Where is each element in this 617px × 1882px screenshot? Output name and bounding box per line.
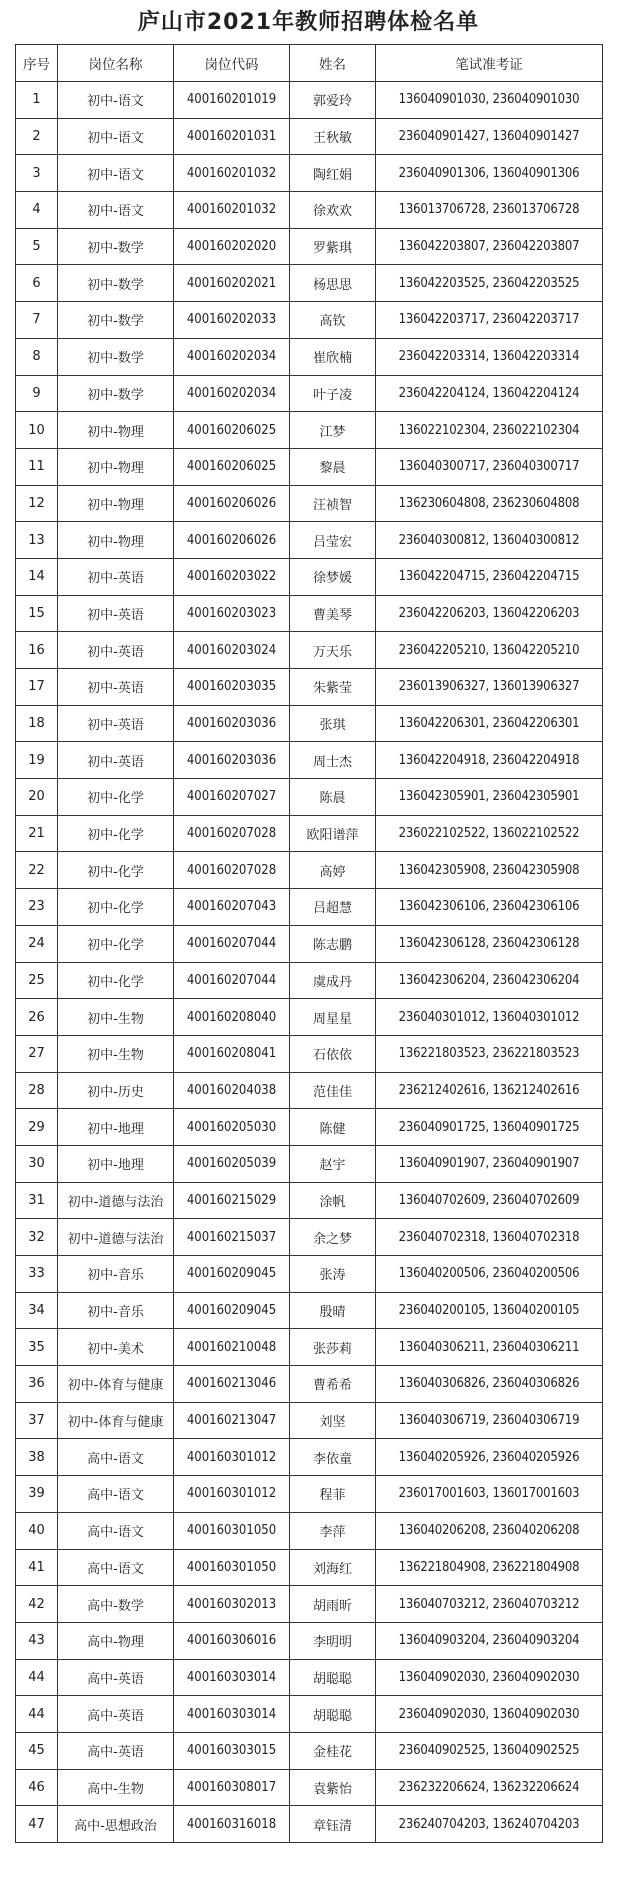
cell-exam-ticket: 136040901907, 236040901907 [376,1145,603,1182]
cell-position-name: 初中-英语 [58,558,174,595]
cell-name: 虞成丹 [290,962,376,999]
table-row [16,1806,603,1843]
cell-name: 罗紫琪 [290,228,376,265]
cell-exam-ticket: 136042306204, 236042306204 [376,962,603,999]
cell-exam-ticket: 236040300812, 136040300812 [376,522,603,559]
cell-exam-ticket: 136042206301, 236042206301 [376,705,603,742]
cell-index: 32 [16,1219,58,1256]
table-row [16,1696,603,1733]
cell-name: 徐梦媛 [290,558,376,595]
cell-exam-ticket: 236232206624, 136232206624 [376,1769,603,1806]
cell-position-name: 高中-思想政治 [58,1806,174,1843]
cell-position-name: 高中-语文 [58,1476,174,1513]
cell-index: 23 [16,889,58,926]
cell-name: 周星星 [290,999,376,1036]
table-row [16,1035,603,1072]
cell-position-code: 400160206026 [174,485,290,522]
cell-exam-ticket: 236040901306, 136040901306 [376,155,603,192]
cell-exam-ticket: 136040306826, 236040306826 [376,1366,603,1403]
cell-position-code: 400160209045 [174,1256,290,1293]
cell-position-name: 高中-语文 [58,1549,174,1586]
cell-position-code: 400160202020 [174,228,290,265]
cell-position-code: 400160303015 [174,1732,290,1769]
cell-position-code: 400160204038 [174,1072,290,1109]
page-title: 庐山市2021年教师招聘体检名单 [137,10,480,35]
table-row [16,1586,603,1623]
candidate-table [15,44,603,1843]
cell-exam-ticket: 136042305908, 236042305908 [376,852,603,889]
table-row [16,1182,603,1219]
table-row [16,1402,603,1439]
table-row [16,742,603,779]
cell-position-code: 400160308017 [174,1769,290,1806]
table-row [16,375,603,412]
cell-position-code: 400160210048 [174,1329,290,1366]
cell-exam-ticket: 136042203525, 236042203525 [376,265,603,302]
cell-name: 高婷 [290,852,376,889]
table-row [16,412,603,449]
cell-index: 41 [16,1549,58,1586]
cell-exam-ticket: 136042203717, 236042203717 [376,302,603,339]
cell-name: 金桂花 [290,1732,376,1769]
cell-position-code: 400160206025 [174,412,290,449]
cell-position-code: 400160301050 [174,1512,290,1549]
cell-index: 31 [16,1182,58,1219]
cell-position-name: 高中-物理 [58,1622,174,1659]
cell-position-code: 400160303014 [174,1659,290,1696]
cell-position-code: 400160203036 [174,705,290,742]
cell-position-name: 高中-语文 [58,1439,174,1476]
table-row [16,925,603,962]
table-row [16,595,603,632]
cell-exam-ticket: 136042305901, 236042305901 [376,779,603,816]
cell-index: 34 [16,1292,58,1329]
cell-index: 30 [16,1145,58,1182]
cell-name: 涂帆 [290,1182,376,1219]
cell-exam-ticket: 236042206203, 136042206203 [376,595,603,632]
cell-position-name: 初中-地理 [58,1145,174,1182]
cell-position-name: 初中-数学 [58,338,174,375]
cell-name: 欧阳谱萍 [290,815,376,852]
table-row [16,1659,603,1696]
cell-index: 43 [16,1622,58,1659]
table-row [16,1072,603,1109]
cell-position-name: 初中-化学 [58,962,174,999]
cell-index: 44 [16,1659,58,1696]
cell-name: 汪祯智 [290,485,376,522]
cell-index: 46 [16,1769,58,1806]
cell-exam-ticket: 236240704203, 136240704203 [376,1806,603,1843]
cell-position-code: 400160302013 [174,1586,290,1623]
table-row [16,338,603,375]
cell-position-code: 400160208040 [174,999,290,1036]
cell-position-name: 初中-语文 [58,155,174,192]
cell-name: 李萍 [290,1512,376,1549]
cell-name: 叶子凌 [290,375,376,412]
cell-exam-ticket: 136013706728, 236013706728 [376,192,603,229]
header-position-name: 岗位名称 [58,45,174,82]
cell-position-name: 初中-数学 [58,265,174,302]
cell-exam-ticket: 136040702609, 236040702609 [376,1182,603,1219]
cell-exam-ticket: 136040200506, 236040200506 [376,1256,603,1293]
cell-position-code: 400160207044 [174,962,290,999]
cell-index: 33 [16,1256,58,1293]
cell-name: 江梦 [290,412,376,449]
cell-exam-ticket: 136042306128, 236042306128 [376,925,603,962]
cell-position-name: 初中-化学 [58,925,174,962]
table-row [16,485,603,522]
table-row [16,1219,603,1256]
cell-position-name: 初中-体育与健康 [58,1366,174,1403]
cell-name: 殷晴 [290,1292,376,1329]
cell-index: 42 [16,1586,58,1623]
cell-exam-ticket: 236042203314, 136042203314 [376,338,603,375]
table-row [16,815,603,852]
cell-position-code: 400160207028 [174,815,290,852]
cell-exam-ticket: 236013906327, 136013906327 [376,669,603,706]
cell-position-name: 初中-化学 [58,779,174,816]
cell-index: 28 [16,1072,58,1109]
cell-exam-ticket: 236042205210, 136042205210 [376,632,603,669]
cell-position-name: 高中-英语 [58,1696,174,1733]
cell-position-code: 400160202021 [174,265,290,302]
cell-index: 24 [16,925,58,962]
cell-position-name: 初中-英语 [58,742,174,779]
cell-index: 5 [16,228,58,265]
cell-name: 陈志鹏 [290,925,376,962]
cell-index: 27 [16,1035,58,1072]
cell-position-code: 400160209045 [174,1292,290,1329]
cell-name: 万天乐 [290,632,376,669]
header-name: 姓名 [290,45,376,82]
header-position-code: 岗位代码 [174,45,290,82]
cell-position-code: 400160301012 [174,1439,290,1476]
cell-position-name: 初中-化学 [58,852,174,889]
table-row [16,889,603,926]
table-row [16,265,603,302]
cell-name: 刘海红 [290,1549,376,1586]
cell-exam-ticket: 136040903204, 236040903204 [376,1622,603,1659]
table-row [16,448,603,485]
table-row [16,1732,603,1769]
cell-exam-ticket: 136040300717, 236040300717 [376,448,603,485]
table-row [16,669,603,706]
cell-name: 余之梦 [290,1219,376,1256]
cell-exam-ticket: 136040703212, 236040703212 [376,1586,603,1623]
cell-position-name: 初中-英语 [58,669,174,706]
table-row [16,228,603,265]
cell-exam-ticket: 236040901725, 136040901725 [376,1109,603,1146]
cell-position-code: 400160203022 [174,558,290,595]
cell-position-name: 初中-道德与法治 [58,1182,174,1219]
cell-exam-ticket: 236212402616, 136212402616 [376,1072,603,1109]
cell-position-code: 400160215037 [174,1219,290,1256]
cell-name: 曹希希 [290,1366,376,1403]
cell-position-code: 400160213047 [174,1402,290,1439]
cell-position-code: 400160303014 [174,1696,290,1733]
cell-position-name: 初中-化学 [58,815,174,852]
cell-position-name: 初中-物理 [58,448,174,485]
cell-index: 38 [16,1439,58,1476]
cell-position-code: 400160203036 [174,742,290,779]
cell-name: 黎晨 [290,448,376,485]
cell-position-name: 初中-物理 [58,485,174,522]
table-row [16,1256,603,1293]
table-row [16,302,603,339]
cell-position-code: 400160203024 [174,632,290,669]
cell-index: 3 [16,155,58,192]
cell-position-code: 400160207044 [174,925,290,962]
cell-position-name: 初中-音乐 [58,1256,174,1293]
cell-position-name: 初中-数学 [58,228,174,265]
cell-position-name: 初中-生物 [58,1035,174,1072]
header-index: 序号 [16,45,58,82]
cell-exam-ticket: 236017001603, 136017001603 [376,1476,603,1513]
cell-exam-ticket: 236040901427, 136040901427 [376,118,603,155]
cell-position-code: 400160208041 [174,1035,290,1072]
cell-position-name: 高中-英语 [58,1732,174,1769]
cell-name: 章钰清 [290,1806,376,1843]
cell-exam-ticket: 136040902030, 236040902030 [376,1659,603,1696]
cell-position-code: 400160206025 [174,448,290,485]
cell-name: 吕莹宏 [290,522,376,559]
table-row [16,1476,603,1513]
table-row [16,632,603,669]
cell-index: 39 [16,1476,58,1513]
cell-exam-ticket: 136221804908, 236221804908 [376,1549,603,1586]
cell-position-code: 400160202033 [174,302,290,339]
cell-name: 朱紫莹 [290,669,376,706]
cell-name: 陶红娟 [290,155,376,192]
header-exam-ticket: 笔试准考证 [376,45,603,82]
cell-position-code: 400160201031 [174,118,290,155]
cell-exam-ticket: 236040301012, 136040301012 [376,999,603,1036]
table-row [16,155,603,192]
cell-exam-ticket: 136221803523, 236221803523 [376,1035,603,1072]
cell-position-code: 400160201032 [174,155,290,192]
table-row [16,1292,603,1329]
cell-exam-ticket: 136040205926, 236040205926 [376,1439,603,1476]
cell-exam-ticket: 136040306211, 236040306211 [376,1329,603,1366]
cell-index: 44 [16,1696,58,1733]
cell-name: 石依依 [290,1035,376,1072]
cell-index: 45 [16,1732,58,1769]
cell-index: 19 [16,742,58,779]
cell-position-code: 400160205039 [174,1145,290,1182]
cell-exam-ticket: 136042306106, 236042306106 [376,889,603,926]
cell-position-code: 400160203035 [174,669,290,706]
cell-index: 26 [16,999,58,1036]
table-row [16,962,603,999]
table-row [16,1549,603,1586]
cell-index: 17 [16,669,58,706]
cell-position-code: 400160213046 [174,1366,290,1403]
cell-exam-ticket: 136042204715, 236042204715 [376,558,603,595]
cell-name: 胡聪聪 [290,1659,376,1696]
cell-position-code: 400160316018 [174,1806,290,1843]
cell-position-code: 400160207028 [174,852,290,889]
cell-exam-ticket: 136040306719, 236040306719 [376,1402,603,1439]
cell-exam-ticket: 136230604808, 236230604808 [376,485,603,522]
cell-exam-ticket: 236042204124, 136042204124 [376,375,603,412]
table-row [16,1145,603,1182]
cell-exam-ticket: 136022102304, 236022102304 [376,412,603,449]
table-row [16,779,603,816]
table-row [16,82,603,119]
cell-name: 王秋敏 [290,118,376,155]
cell-position-name: 初中-物理 [58,412,174,449]
cell-index: 18 [16,705,58,742]
cell-name: 郭爱玲 [290,82,376,119]
cell-name: 张涛 [290,1256,376,1293]
cell-position-code: 400160301012 [174,1476,290,1513]
cell-position-name: 初中-英语 [58,595,174,632]
table-row [16,1769,603,1806]
cell-position-code: 400160201032 [174,192,290,229]
cell-position-name: 初中-英语 [58,632,174,669]
cell-name: 程菲 [290,1476,376,1513]
cell-index: 37 [16,1402,58,1439]
cell-position-name: 初中-英语 [58,705,174,742]
table-row [16,192,603,229]
cell-index: 20 [16,779,58,816]
table-row [16,999,603,1036]
cell-position-name: 初中-音乐 [58,1292,174,1329]
cell-position-code: 400160202034 [174,375,290,412]
cell-position-code: 400160201019 [174,82,290,119]
cell-position-code: 400160306016 [174,1622,290,1659]
cell-position-name: 高中-英语 [58,1659,174,1696]
cell-position-code: 400160215029 [174,1182,290,1219]
cell-position-name: 初中-数学 [58,302,174,339]
cell-position-code: 400160207027 [174,779,290,816]
cell-position-code: 400160202034 [174,338,290,375]
cell-name: 范佳佳 [290,1072,376,1109]
cell-exam-ticket: 236040200105, 136040200105 [376,1292,603,1329]
cell-name: 曹美琴 [290,595,376,632]
cell-name: 徐欢欢 [290,192,376,229]
cell-position-name: 初中-化学 [58,889,174,926]
cell-position-name: 初中-数学 [58,375,174,412]
cell-index: 4 [16,192,58,229]
cell-index: 35 [16,1329,58,1366]
cell-index: 14 [16,558,58,595]
cell-index: 47 [16,1806,58,1843]
cell-index: 8 [16,338,58,375]
cell-name: 陈健 [290,1109,376,1146]
cell-index: 10 [16,412,58,449]
cell-name: 崔欣楠 [290,338,376,375]
cell-name: 张莎莉 [290,1329,376,1366]
cell-position-name: 初中-语文 [58,192,174,229]
table-row [16,1329,603,1366]
cell-position-name: 高中-语文 [58,1512,174,1549]
table-row [16,1439,603,1476]
cell-index: 7 [16,302,58,339]
cell-index: 25 [16,962,58,999]
cell-index: 1 [16,82,58,119]
table-row [16,1512,603,1549]
cell-name: 陈晨 [290,779,376,816]
cell-position-name: 高中-数学 [58,1586,174,1623]
cell-name: 周士杰 [290,742,376,779]
cell-index: 2 [16,118,58,155]
cell-exam-ticket: 236040902525, 136040902525 [376,1732,603,1769]
cell-exam-ticket: 136040901030, 236040901030 [376,82,603,119]
cell-index: 12 [16,485,58,522]
table-row [16,705,603,742]
cell-exam-ticket: 136040206208, 236040206208 [376,1512,603,1549]
cell-index: 36 [16,1366,58,1403]
cell-exam-ticket: 136042204918, 236042204918 [376,742,603,779]
cell-index: 40 [16,1512,58,1549]
table-row [16,522,603,559]
cell-position-code: 400160206026 [174,522,290,559]
cell-exam-ticket: 136042203807, 236042203807 [376,228,603,265]
cell-name: 袁紫怡 [290,1769,376,1806]
cell-name: 高钦 [290,302,376,339]
cell-position-name: 初中-道德与法治 [58,1219,174,1256]
cell-name: 张琪 [290,705,376,742]
cell-name: 吕超慧 [290,889,376,926]
cell-index: 11 [16,448,58,485]
cell-index: 21 [16,815,58,852]
cell-exam-ticket: 236022102522, 136022102522 [376,815,603,852]
cell-name: 胡聪聪 [290,1696,376,1733]
cell-position-code: 400160203023 [174,595,290,632]
table-row [16,1366,603,1403]
cell-position-name: 初中-生物 [58,999,174,1036]
cell-index: 16 [16,632,58,669]
table-row [16,118,603,155]
cell-name: 刘坚 [290,1402,376,1439]
table-row [16,1109,603,1146]
table-row [16,852,603,889]
table-row [16,558,603,595]
cell-index: 6 [16,265,58,302]
cell-position-name: 初中-体育与健康 [58,1402,174,1439]
cell-name: 赵宇 [290,1145,376,1182]
cell-exam-ticket: 236040902030, 136040902030 [376,1696,603,1733]
cell-position-code: 400160207043 [174,889,290,926]
cell-position-code: 400160205030 [174,1109,290,1146]
cell-index: 13 [16,522,58,559]
cell-position-name: 初中-物理 [58,522,174,559]
table-row [16,1622,603,1659]
cell-index: 9 [16,375,58,412]
cell-exam-ticket: 236040702318, 136040702318 [376,1219,603,1256]
cell-name: 李依童 [290,1439,376,1476]
cell-name: 胡雨昕 [290,1586,376,1623]
cell-position-name: 初中-美术 [58,1329,174,1366]
cell-index: 29 [16,1109,58,1146]
cell-position-name: 初中-历史 [58,1072,174,1109]
cell-index: 15 [16,595,58,632]
cell-position-name: 初中-语文 [58,118,174,155]
cell-index: 22 [16,852,58,889]
cell-position-name: 高中-生物 [58,1769,174,1806]
table-header-row [16,45,603,82]
cell-position-code: 400160301050 [174,1549,290,1586]
cell-name: 李明明 [290,1622,376,1659]
cell-position-name: 初中-语文 [58,82,174,119]
cell-name: 杨思思 [290,265,376,302]
cell-position-name: 初中-地理 [58,1109,174,1146]
